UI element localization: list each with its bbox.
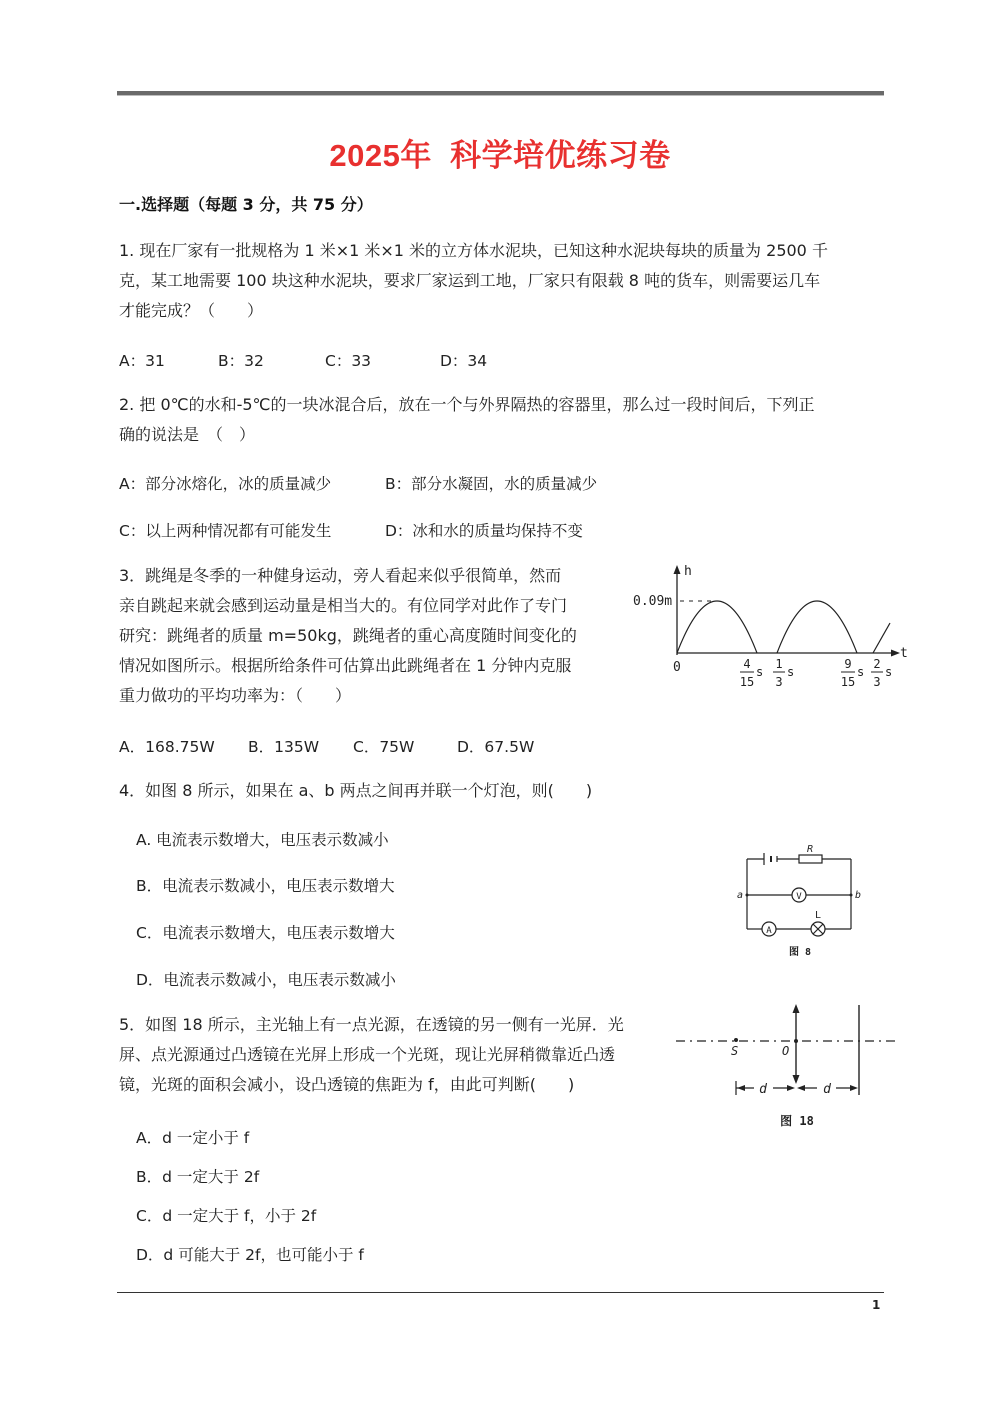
option-c[interactable]: C：以上两种情况都有可能发生 — [119, 522, 332, 540]
option-d[interactable]: D．67.5W — [457, 738, 535, 756]
tick-numerator: 4 — [743, 657, 751, 671]
lens-arrow-up-icon — [793, 1004, 800, 1013]
question-text-line: 3．跳绳是冬季的一种健身运动，旁人看起来似乎很简单，然而 — [119, 566, 562, 585]
option-a[interactable]: A. 电流表示数增大，电压表示数减小 — [136, 831, 389, 849]
tick-label — [871, 657, 892, 689]
lens-center-label: O — [782, 1044, 790, 1058]
option-b[interactable]: B：32 — [218, 352, 264, 370]
document-title: 2025年 科学培优练习卷 — [329, 138, 671, 173]
question-text-line: 屏、点光源通过凸透镜在光屏上形成一个光斑，现让光屏稍微靠近凸透 — [119, 1045, 616, 1064]
option-c[interactable]: C．d 一定大于 f，小于 2f — [136, 1207, 317, 1225]
resistor-label: R — [807, 844, 814, 855]
question-text-line: 1. 现在厂家有一批规格为 1 米×1 米×1 米的立方体水泥块，已知这种水泥块每块的质量为 2500 千 — [119, 241, 828, 260]
question-text-line: 亲自跳起来就会感到运动量是相当大的。有位同学对此作了专门 — [119, 596, 568, 615]
circuit-diagram — [720, 840, 880, 970]
question-text-line: 情况如图所示。根据所给条件可估算出此跳绳者在 1 分钟内克服 — [119, 656, 572, 675]
question-text-line: 研究：跳绳者的质量 m=50kg，跳绳者的重心高度随时间变化的 — [119, 626, 577, 645]
jump-arc — [777, 601, 857, 653]
option-c[interactable]: C：33 — [325, 352, 372, 370]
x-axis-arrow-icon — [891, 650, 900, 657]
option-b[interactable]: B．d 一定大于 2f — [136, 1168, 260, 1186]
question-text-line: 镜，光斑的面积会减小，设凸透镜的焦距为 f，由此可判断( ) — [119, 1075, 575, 1094]
lamp-label: L — [815, 910, 822, 921]
option-a[interactable]: A．168.75W — [119, 738, 215, 756]
tick-label — [773, 657, 794, 689]
tick-unit: s — [857, 665, 865, 679]
resistor-icon — [799, 855, 822, 863]
tick-numerator: 9 — [844, 657, 852, 671]
option-c[interactable]: C．75W — [353, 738, 415, 756]
header-rule — [117, 91, 884, 96]
source-label: S — [731, 1044, 739, 1058]
jump-height-graph — [620, 555, 910, 700]
figure-caption: 图 18 — [780, 1114, 814, 1128]
jump-arc — [677, 601, 757, 653]
origin-label: 0 — [673, 660, 681, 675]
question-text-line: 确的说法是 （ ） — [119, 425, 256, 444]
question-text-line: 才能完成？（ ） — [119, 301, 264, 320]
footer-rule — [117, 1292, 884, 1293]
tick-denominator: 15 — [739, 675, 755, 689]
option-d[interactable]: D：34 — [440, 352, 488, 370]
page-number: 1 — [872, 1298, 881, 1312]
y-axis-arrow-icon — [674, 565, 681, 574]
tick-unit: s — [756, 665, 764, 679]
option-b[interactable]: B：部分水凝固，水的质量减少 — [385, 475, 598, 493]
distance-markers — [736, 1081, 855, 1095]
tick-label — [740, 657, 763, 689]
node-a-label: a — [737, 890, 744, 901]
option-d[interactable]: D：冰和水的质量均保持不变 — [385, 522, 583, 540]
option-b[interactable]: B．电流表示数减小，电压表示数增大 — [136, 877, 395, 895]
tick-denominator: 15 — [840, 675, 856, 689]
tick-label — [841, 657, 864, 689]
tick-denominator: 3 — [775, 675, 783, 689]
node-b-label: b — [855, 890, 862, 901]
question-text-line: 5．如图 18 所示，主光轴上有一点光源，在透镜的另一侧有一光屏．光 — [119, 1015, 624, 1034]
tick-unit: s — [885, 665, 893, 679]
tick-unit: s — [787, 665, 795, 679]
tick-numerator: 2 — [873, 657, 881, 671]
peak-label: 0.09m — [633, 594, 673, 609]
section-heading: 一.选择题（每题 3 分，共 75 分） — [119, 195, 373, 214]
question-text-line: 重力做功的平均功率为：（ ） — [119, 686, 352, 705]
y-axis-label: h — [684, 564, 692, 579]
jump-arc — [873, 623, 890, 653]
tick-numerator: 1 — [775, 657, 783, 671]
option-d[interactable]: D．d 可能大于 2f，也可能小于 f — [136, 1246, 364, 1264]
ammeter-label: A — [766, 926, 772, 936]
distance-label: d — [823, 1082, 831, 1097]
lens-diagram — [670, 995, 900, 1135]
distance-label: d — [759, 1082, 767, 1097]
option-a[interactable]: A：31 — [119, 352, 165, 370]
voltmeter-label: V — [796, 892, 802, 902]
x-axis-label: t — [900, 646, 908, 661]
option-c[interactable]: C．电流表示数增大，电压表示数增大 — [136, 924, 395, 942]
question-text-line: 2. 把 0℃的水和-5℃的一块冰混合后，放在一个与外界隔热的容器里，那么过一段时间后，下列正 — [119, 395, 815, 414]
figure-caption: 图 8 — [788, 947, 812, 958]
question-text-line: 克，某工地需要 100 块这种水泥块，要求厂家运到工地，厂家只有限载 8 吨的货车，则需要运几车 — [119, 271, 821, 290]
lens-arrow-down-icon — [793, 1075, 800, 1084]
option-a[interactable]: A．d 一定小于 f — [136, 1129, 250, 1147]
tick-denominator: 3 — [873, 675, 881, 689]
option-b[interactable]: B．135W — [248, 738, 320, 756]
option-d[interactable]: D．电流表示数减小，电压表示数减小 — [136, 971, 396, 989]
question-text-line: 4．如图 8 所示，如果在 a、b 两点之间再并联一个灯泡，则( ) — [119, 781, 593, 800]
point-source-icon — [734, 1038, 738, 1042]
option-a[interactable]: A：部分冰熔化，冰的质量减少 — [119, 475, 332, 493]
